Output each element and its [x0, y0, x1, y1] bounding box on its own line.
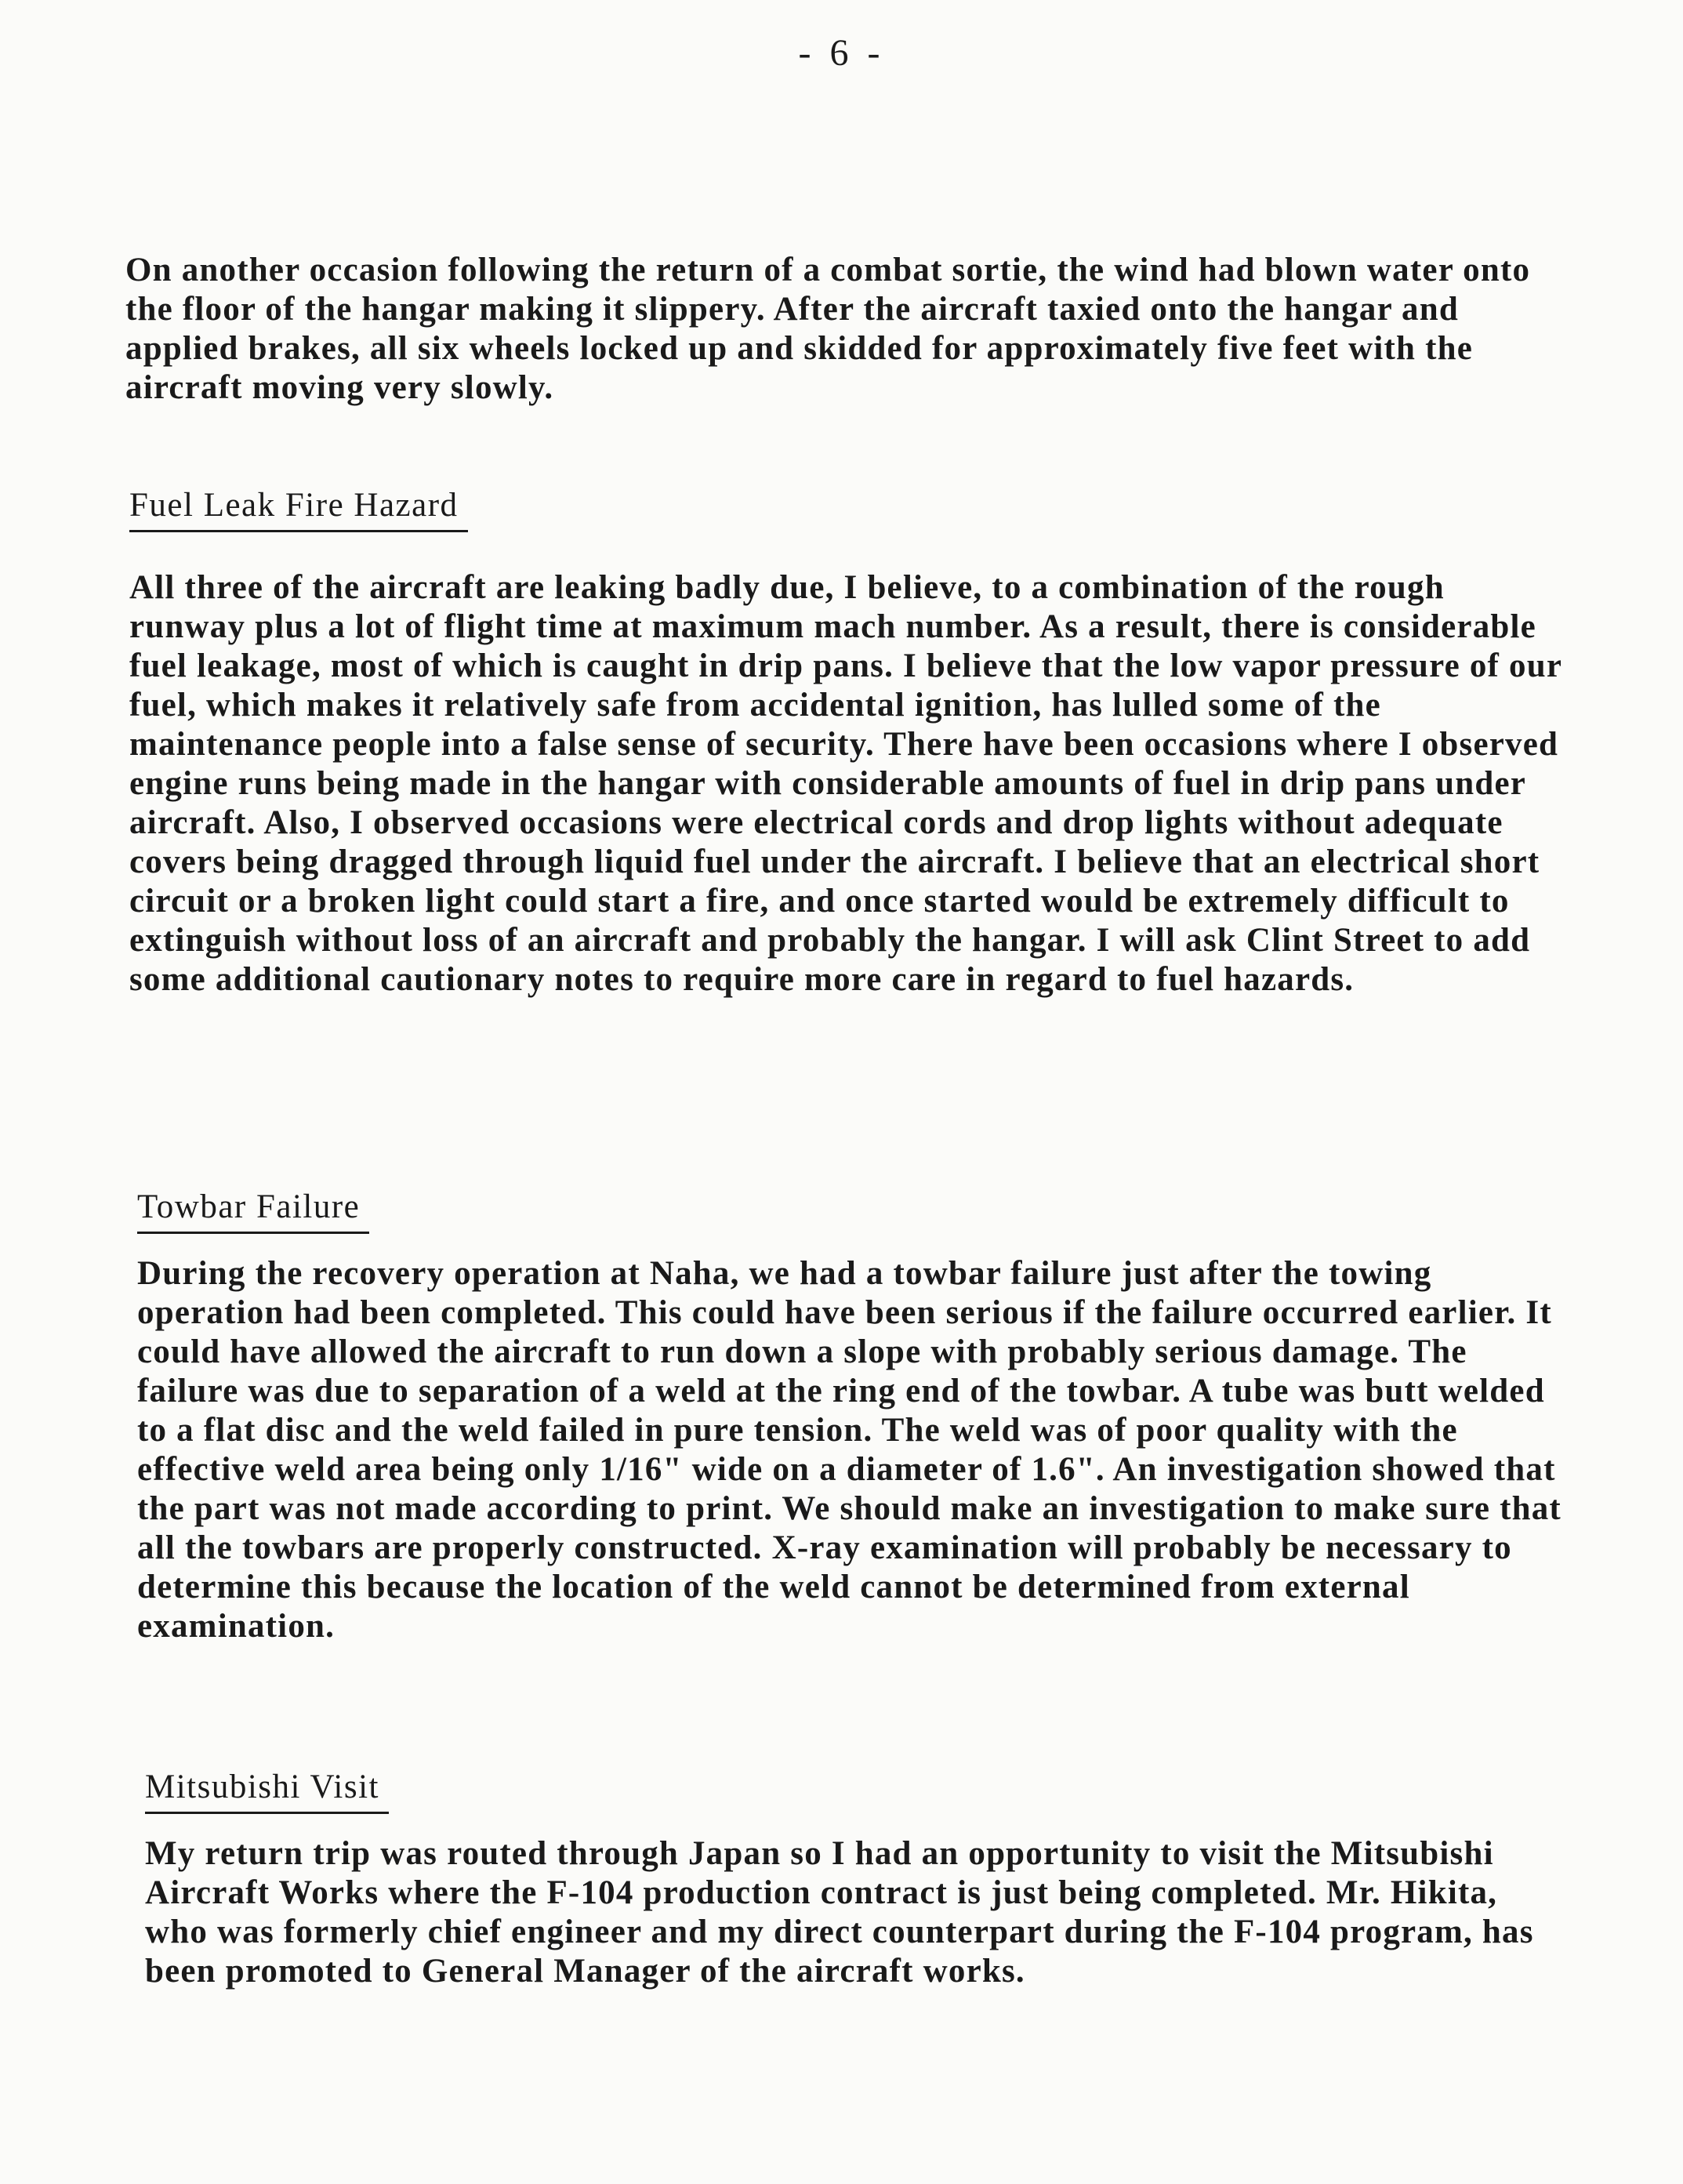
fuel-leak-heading	[129, 486, 468, 532]
mitsubishi-heading-text: Mitsubishi Visit	[145, 1769, 380, 1805]
towbar-heading-text: Towbar Failure	[137, 1188, 361, 1225]
intro-paragraph: On another occasion following the return of a combat sortie, the wind had blown water onto the floor of the hangar making it slippery. After the aircraft taxied onto the hangar and applied brakes, all six wheels locked up and skidded for approximately five feet with the aircraft moving very slowly.	[125, 252, 1531, 406]
fuel-leak-paragraph: All three of the aircraft are leaking badly due, I believe, to a combination of the rough runway plus a lot of flight time at maximum mach number. As a result, there is considerable fuel leakage, most of which is caught in drip pans. I believe that the low vapor pressure of our fuel, which makes it relatively safe from accidental ignition, has lulled some of the maintenance people into a false sense of security. There have been occasions where I observed engine runs being made in the hangar with considerable amounts of fuel in drip pans under aircraft. Also, I observed occasions were electrical cords and drop lights without adequate covers being dragged through liquid fuel under the aircraft. I believe that an electrical short circuit or a broken light could start a fire, and once started would be extremely difficult to extinguish without loss of an aircraft and probably the hangar. I will ask Clint Street to add some additional cautionary notes to require more care in regard to fuel hazards.	[129, 569, 1562, 998]
mitsubishi-heading	[145, 1768, 389, 1814]
mitsubishi-paragraph: My return trip was routed through Japan so I had an opportunity to visit the Mitsubishi Aircraft Works where the F-104 production contract is just being completed. Mr. Hikita, who was formerly chief engineer and my direct counterpart during the F-104 program, has been promoted to General Manager of the aircraft works.	[145, 1835, 1534, 1990]
towbar-heading	[137, 1188, 369, 1234]
fuel-leak-heading-text: Fuel Leak Fire Hazard	[129, 487, 459, 524]
towbar-paragraph: During the recovery operation at Naha, we had a towbar failure just after the towing operation had been completed. This could have been serious if the failure occurred earlier. It could have allowed the aircraft to run down a slope with probably serious damage. The failure was due to separation of a weld at the ring end of the towbar. A tube was butt welded to a flat disc and the weld failed in pure tension. The weld was of poor quality with the effective weld area being only 1/16" wide on a diameter of 1.6". An investigation showed that the part was not made according to print. We should make an investigation to make sure that all the towbars are properly constructed. X-ray examination will probably be necessary to determine this because the location of the weld cannot be determined from external examination.	[137, 1255, 1561, 1645]
page-number: - 6 -	[798, 32, 885, 74]
